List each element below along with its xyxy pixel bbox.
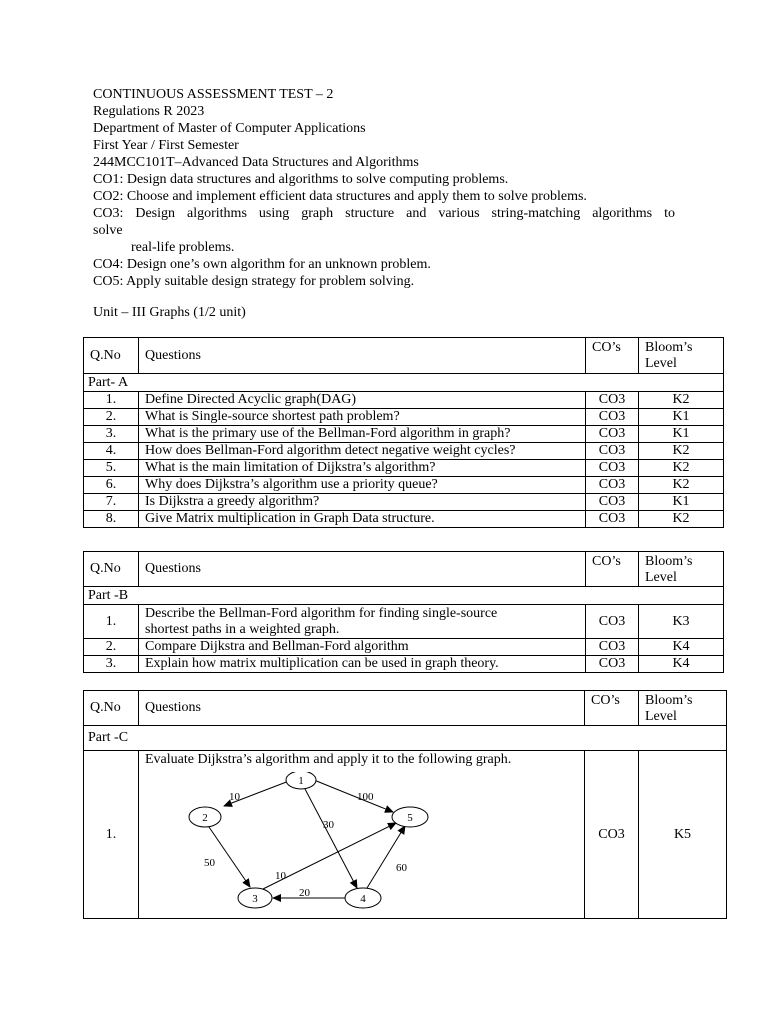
- question-text: Describe the Bellman-Ford algorithm for finding single-source shortest paths in a weighted graph.: [139, 605, 586, 639]
- node-label: 4: [360, 893, 366, 905]
- table-row: [84, 426, 724, 443]
- question-text: Explain how matrix multiplication can be used in graph theory.: [139, 656, 586, 673]
- question-number: 2.: [84, 639, 139, 656]
- question-level: K2: [639, 443, 724, 460]
- question-level: K1: [639, 426, 724, 443]
- node-label: 1: [298, 775, 304, 787]
- table-row: [84, 460, 724, 477]
- question-text: How does Bellman-Ford algorithm detect negative weight cycles?: [139, 443, 586, 460]
- course-outcome-2: CO2: Choose and implement efficient data structures and apply them to solve problems.: [93, 189, 587, 204]
- node-label: 3: [252, 893, 258, 905]
- edge-weight-label: 100: [357, 791, 374, 803]
- table-row: [84, 656, 724, 673]
- bloom-header: Bloom’s Level: [639, 691, 727, 726]
- edge-weight-label: 20: [299, 887, 310, 899]
- course-outcome-5: CO5: Apply suitable design strategy for problem solving.: [93, 274, 415, 289]
- edge-weight-label: 60: [396, 862, 407, 874]
- question-text: What is the primary use of the Bellman-Ford algorithm in graph?: [139, 426, 586, 443]
- part-c-label: Part -C: [84, 726, 727, 751]
- qno-header: Q.No: [84, 552, 139, 587]
- question-co: CO3: [586, 511, 639, 528]
- qno-header: Q.No: [84, 338, 139, 374]
- table-header-row: [84, 691, 727, 726]
- edge-1-4: [305, 789, 357, 888]
- question-text: Evaluate Dijkstra’s algorithm and apply it to the following graph.: [145, 752, 512, 767]
- question-co: CO3: [586, 409, 639, 426]
- question-number: 1.: [84, 751, 139, 919]
- part-a-table: [83, 337, 724, 528]
- question-number: 5.: [84, 460, 139, 477]
- edge-4-5: [367, 826, 405, 888]
- course-outcome-3-cont: solve: [93, 223, 123, 238]
- question-level: K2: [639, 477, 724, 494]
- part-label-row: [84, 374, 724, 392]
- question-level: K5: [639, 751, 727, 919]
- question-text: What is the main limitation of Dijkstra’s algorithm?: [139, 460, 586, 477]
- question-co: CO3: [586, 477, 639, 494]
- bloom-header: Bloom’s Level: [639, 552, 724, 587]
- graph-node-4: [345, 888, 381, 908]
- course-title: 244MCC101T–Advanced Data Structures and Algorithms: [93, 155, 419, 170]
- edge-1-5: [314, 780, 393, 812]
- part-label-row: [84, 587, 724, 605]
- question-co: CO3: [586, 426, 639, 443]
- question-number: 3.: [84, 426, 139, 443]
- question-level: K4: [639, 656, 724, 673]
- graph-node-5: [392, 807, 428, 827]
- question-level: K4: [639, 639, 724, 656]
- question-co: CO3: [586, 494, 639, 511]
- qno-header: Q.No: [84, 691, 139, 726]
- document-header: [93, 86, 675, 290]
- table-row: [84, 392, 724, 409]
- question-number: 8.: [84, 511, 139, 528]
- question-text: Is Dijkstra a greedy algorithm?: [139, 494, 586, 511]
- course-outcome-3: CO3: Design algorithms using graph structure and various string-matching algorithms to: [93, 206, 675, 221]
- department: Department of Master of Computer Applications: [93, 121, 366, 136]
- edge-weight-label: 30: [323, 819, 334, 831]
- part-a-label: Part- A: [84, 374, 724, 392]
- edge-weight-label: 10: [229, 791, 240, 803]
- question-number: 4.: [84, 443, 139, 460]
- question-cell: [139, 751, 585, 919]
- edge-2-3: [209, 827, 250, 887]
- table-header-row: [84, 552, 724, 587]
- table-row: [84, 639, 724, 656]
- questions-header: Questions: [139, 338, 586, 374]
- question-text: Give Matrix multiplication in Graph Data structure.: [139, 511, 586, 528]
- question-co: CO3: [586, 460, 639, 477]
- question-level: K2: [639, 392, 724, 409]
- graph-diagram: [145, 772, 445, 912]
- question-text: Define Directed Acyclic graph(DAG): [139, 392, 586, 409]
- question-level: K1: [639, 494, 724, 511]
- question-level: K2: [639, 460, 724, 477]
- questions-header: Questions: [139, 552, 586, 587]
- question-level: K1: [639, 409, 724, 426]
- table-row: [84, 477, 724, 494]
- question-level: K3: [639, 605, 724, 639]
- co-header: CO’s: [585, 691, 639, 726]
- unit-title: Unit – III Graphs (1/2 unit): [93, 305, 246, 320]
- part-label-row: [84, 726, 727, 751]
- regulations: Regulations R 2023: [93, 104, 205, 119]
- course-outcome-1: CO1: Design data structures and algorithms to solve computing problems.: [93, 172, 509, 187]
- node-label: 5: [407, 812, 413, 824]
- table-row: [84, 605, 724, 639]
- question-number: 2.: [84, 409, 139, 426]
- co-header: CO’s: [586, 338, 639, 374]
- question-level: K2: [639, 511, 724, 528]
- table-header-row: [84, 338, 724, 374]
- question-number: 1.: [84, 605, 139, 639]
- bloom-header: Bloom’s Level: [639, 338, 724, 374]
- question-number: 7.: [84, 494, 139, 511]
- table-row: [84, 494, 724, 511]
- table-row: [84, 409, 724, 426]
- question-number: 3.: [84, 656, 139, 673]
- test-title: CONTINUOUS ASSESSMENT TEST – 2: [93, 87, 334, 102]
- year-semester: First Year / First Semester: [93, 138, 239, 153]
- graph-node-1: [286, 772, 316, 789]
- graph-node-2: [189, 807, 221, 827]
- part-c-table: [83, 690, 727, 919]
- table-row: [84, 751, 727, 919]
- edge-weight-label: 10: [275, 870, 286, 882]
- course-outcome-3-cont2: real-life problems.: [131, 240, 235, 255]
- graph-node-3: [238, 888, 272, 908]
- table-row: [84, 511, 724, 528]
- node-label: 2: [202, 812, 208, 824]
- table-row: [84, 443, 724, 460]
- question-co: CO3: [585, 751, 639, 919]
- questions-header: Questions: [139, 691, 585, 726]
- part-b-label: Part -B: [84, 587, 724, 605]
- question-co: CO3: [586, 656, 639, 673]
- question-number: 1.: [84, 392, 139, 409]
- question-text: What is Single-source shortest path problem?: [139, 409, 586, 426]
- question-co: CO3: [586, 639, 639, 656]
- edge-weight-label: 50: [204, 857, 215, 869]
- co-header: CO’s: [586, 552, 639, 587]
- question-co: CO3: [586, 443, 639, 460]
- question-text: Why does Dijkstra’s algorithm use a priority queue?: [139, 477, 586, 494]
- question-co: CO3: [586, 605, 639, 639]
- question-number: 6.: [84, 477, 139, 494]
- course-outcome-4: CO4: Design one’s own algorithm for an unknown problem.: [93, 257, 431, 272]
- question-co: CO3: [586, 392, 639, 409]
- part-b-table: [83, 551, 724, 673]
- question-text: Compare Dijkstra and Bellman-Ford algorithm: [139, 639, 586, 656]
